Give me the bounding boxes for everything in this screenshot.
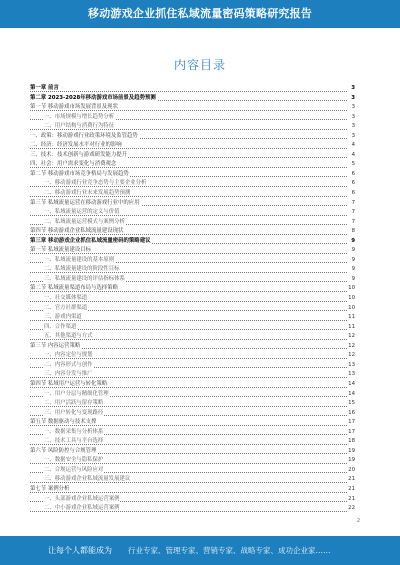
toc-entry-page: 12 bbox=[347, 342, 355, 352]
toc-entry-text: 第四节 私域用户运营与转化策略 bbox=[30, 380, 108, 387]
dot-leader bbox=[30, 492, 347, 493]
dot-leader bbox=[30, 186, 347, 187]
toc-entry[interactable] bbox=[30, 284, 355, 294]
toc-entry-text: 四、社会：用户需求变化与消费观念 bbox=[30, 161, 117, 168]
dot-leader bbox=[30, 358, 347, 359]
toc-entry-text: 第一章 前言 bbox=[30, 85, 59, 91]
toc-entry-page: 11 bbox=[347, 323, 355, 333]
toc-entry-page: 17 bbox=[347, 428, 355, 438]
toc-entry[interactable] bbox=[30, 380, 355, 390]
toc-entry-page: 17 bbox=[347, 418, 355, 428]
toc-entry[interactable] bbox=[30, 323, 355, 333]
dot-leader bbox=[30, 377, 347, 378]
toc-entry[interactable] bbox=[30, 456, 355, 466]
toc-entry-page: 15 bbox=[347, 399, 355, 409]
toc-entry-text: 二、用户活跃与留存策略 bbox=[44, 400, 104, 407]
toc-entry-page: 7 bbox=[351, 199, 355, 209]
toc-entry[interactable] bbox=[30, 218, 355, 228]
dot-leader bbox=[30, 91, 347, 92]
toc-entry-text: 第七节 案例分析 bbox=[30, 485, 70, 492]
toc-entry-text: 三、用户转化与变现路径 bbox=[44, 409, 104, 416]
toc-entry[interactable] bbox=[30, 466, 355, 476]
toc-entry-text: 三、内容分发与推广 bbox=[44, 371, 93, 378]
toc-entry[interactable] bbox=[30, 313, 355, 323]
toc-entry-page: 5 bbox=[351, 160, 355, 170]
toc-entry[interactable] bbox=[30, 304, 355, 314]
toc-entry-text: 二、中小游戏企业私域运营案例 bbox=[44, 505, 120, 512]
toc-entry-text: 第六节 风险防控与合规管理 bbox=[30, 447, 97, 454]
toc-entry-text: 一、头部游戏企业私域运营案例 bbox=[44, 495, 120, 502]
toc-entry-page: 3 bbox=[351, 103, 355, 113]
toc-entry[interactable] bbox=[30, 122, 355, 132]
toc-entry-text: 二、私域流量运营模式与案例分析 bbox=[44, 218, 125, 225]
toc-entry-page: 20 bbox=[347, 466, 355, 476]
toc-entry[interactable] bbox=[30, 84, 355, 94]
toc-entry[interactable] bbox=[30, 294, 355, 304]
table-of-contents bbox=[30, 84, 355, 514]
toc-entry[interactable] bbox=[30, 113, 355, 123]
toc-entry-page: 21 bbox=[347, 495, 355, 505]
toc-entry-page: 8 bbox=[351, 227, 355, 237]
toc-entry-page: 21 bbox=[347, 475, 355, 485]
toc-entry-text: 第一节 移动游戏市场发展背景及现状 bbox=[30, 104, 118, 111]
footer-slogan: 让每个人都能成为 bbox=[48, 546, 112, 555]
toc-entry[interactable] bbox=[30, 189, 355, 199]
toc-entry-page: 18 bbox=[347, 437, 355, 447]
toc-entry-page: 12 bbox=[347, 351, 355, 361]
dot-leader bbox=[30, 482, 347, 483]
toc-entry-page: 7 bbox=[351, 208, 355, 218]
toc-entry-text: 二、经济：经济发展水平对行业的影响 bbox=[30, 142, 122, 149]
toc-entry-page: 13 bbox=[347, 370, 355, 380]
toc-entry[interactable] bbox=[30, 199, 355, 209]
dot-leader bbox=[30, 291, 347, 292]
toc-entry[interactable] bbox=[30, 103, 355, 113]
toc-entry-page: 12 bbox=[347, 332, 355, 342]
toc-entry-text: 三、移动游戏企业私域流量发展建议 bbox=[44, 476, 131, 483]
toc-entry-page: 11 bbox=[347, 313, 355, 323]
toc-entry-text: 一、用户分层与精细化管理 bbox=[44, 390, 109, 397]
toc-entry-text: 一、数据采集与分析体系 bbox=[44, 428, 104, 435]
toc-entry-page: 10 bbox=[347, 284, 355, 294]
toc-entry-text: 二、合规运营与风险应对 bbox=[44, 466, 104, 473]
toc-entry-text: 二、私域流量建设的阶段性目标 bbox=[44, 266, 120, 273]
toc-entry-page: 14 bbox=[347, 380, 355, 390]
toc-entry-page: 14 bbox=[347, 390, 355, 400]
toc-entry-text: 一、市场规模与增长趋势分析 bbox=[44, 113, 115, 120]
toc-entry[interactable] bbox=[30, 342, 355, 352]
toc-entry[interactable] bbox=[30, 437, 355, 447]
toc-entry-text: 第三节 私域流量运营在移动游戏行业中的应用 bbox=[30, 199, 140, 206]
toc-entry-page: 4 bbox=[351, 141, 355, 151]
page-number: 2 bbox=[356, 518, 360, 524]
toc-entry-page: 13 bbox=[347, 361, 355, 371]
toc-entry-text: 二、用户结构与消费行为特征 bbox=[44, 123, 115, 130]
toc-entry[interactable] bbox=[30, 409, 355, 419]
toc-entry[interactable] bbox=[30, 265, 355, 275]
toc-entry-text: 三、游戏内渠道 bbox=[44, 314, 82, 321]
toc-entry[interactable] bbox=[30, 399, 355, 409]
dot-leader bbox=[30, 463, 347, 464]
toc-entry-text: 三、技术：技术创新与游戏研发能力提升 bbox=[30, 151, 128, 158]
dot-leader bbox=[30, 167, 347, 168]
toc-entry-page: 9 bbox=[351, 246, 355, 256]
toc-entry[interactable] bbox=[30, 256, 355, 266]
toc-entry-text: 三、私域流量建设的评估指标体系 bbox=[44, 275, 125, 282]
toc-entry-text: 第四节 移动游戏企业私域流量建设现状 bbox=[30, 228, 124, 235]
toc-entry-text: 第二节 移动游戏市场竞争格局与发展趋势 bbox=[30, 170, 129, 177]
toc-entry-page: 3 bbox=[351, 132, 355, 142]
toc-entry[interactable] bbox=[30, 141, 355, 151]
header-bar bbox=[0, 0, 400, 28]
toc-entry-text: 二、移动游戏行业未来发展趋势预测 bbox=[44, 190, 131, 197]
toc-entry-text: 一、社交媒体渠道 bbox=[44, 295, 88, 302]
footer-roles: 行业专家、管理专家、营销专家、战略专家、成功企业家…… bbox=[128, 546, 331, 555]
toc-entry-page: 9 bbox=[351, 256, 355, 266]
toc-entry-text: 一、移动游戏行业竞争态势与主要企业分析 bbox=[44, 180, 147, 187]
toc-entry[interactable] bbox=[30, 246, 355, 256]
toc-entry[interactable] bbox=[30, 390, 355, 400]
toc-entry-page: 3 bbox=[350, 94, 355, 104]
toc-entry[interactable] bbox=[30, 332, 355, 342]
toc-entry[interactable] bbox=[30, 475, 355, 485]
toc-title: 内容目录 bbox=[173, 58, 226, 72]
toc-entry-page: 3 bbox=[351, 113, 355, 123]
toc-entry-page: 19 bbox=[347, 456, 355, 466]
dot-leader bbox=[30, 329, 347, 330]
toc-entry[interactable] bbox=[30, 447, 355, 457]
toc-entry[interactable] bbox=[30, 160, 355, 170]
toc-entry-page: 9 bbox=[351, 265, 355, 275]
toc-entry-text: 一、内容定位与规划 bbox=[44, 352, 93, 359]
toc-entry-text: 二、技术工具与平台选择 bbox=[44, 438, 104, 445]
toc-entry-text: 一、私域流量运营的定义与价值 bbox=[44, 209, 120, 216]
toc-entry[interactable] bbox=[30, 208, 355, 218]
toc-entry-text: 一、私域流量建设的基本原则 bbox=[44, 256, 115, 263]
toc-entry-page: 6 bbox=[351, 179, 355, 189]
footer-bar bbox=[0, 536, 400, 565]
toc-entry[interactable] bbox=[30, 237, 355, 247]
toc-entry[interactable] bbox=[30, 495, 355, 505]
toc-entry-page: 10 bbox=[347, 304, 355, 314]
toc-entry-page: 21 bbox=[347, 485, 355, 495]
toc-entry-text: 第三节 内容运营策略 bbox=[30, 342, 81, 349]
toc-entry[interactable] bbox=[30, 370, 355, 380]
toc-entry-page: 9 bbox=[350, 237, 355, 247]
toc-entry-text: 五、其他渠道与方式 bbox=[44, 333, 93, 340]
toc-entry-page: 6 bbox=[351, 170, 355, 180]
toc-entry[interactable] bbox=[30, 227, 355, 237]
report-title: 移动游戏企业抓住私域流量密码策略研究报告 bbox=[88, 7, 312, 20]
toc-entry-page: 10 bbox=[347, 294, 355, 304]
toc-entry[interactable] bbox=[30, 428, 355, 438]
toc-entry-text: 四、合作渠道 bbox=[44, 323, 77, 330]
toc-entry[interactable] bbox=[30, 170, 355, 180]
toc-entry-text: 第一节 私域流量建设目标 bbox=[30, 247, 92, 254]
toc-entry[interactable] bbox=[30, 94, 355, 104]
toc-entry-text: 第三章 移动游戏企业抓住私域流量密码的策略建议 bbox=[30, 237, 151, 244]
toc-entry-text: 第五节 数据驱动与技术支撑 bbox=[30, 419, 97, 426]
toc-entry-text: 二、官方社群渠道 bbox=[44, 304, 88, 311]
toc-entry[interactable] bbox=[30, 179, 355, 189]
toc-entry-page: 4 bbox=[351, 151, 355, 161]
toc-entry-page: 16 bbox=[347, 409, 355, 419]
toc-entry[interactable] bbox=[30, 361, 355, 371]
toc-entry-page: 22 bbox=[347, 504, 355, 514]
toc-entry-page: 3 bbox=[351, 122, 355, 132]
toc-entry[interactable] bbox=[30, 275, 355, 285]
toc-entry[interactable] bbox=[30, 151, 355, 161]
toc-entry[interactable] bbox=[30, 485, 355, 495]
toc-entry-page: 3 bbox=[350, 84, 355, 94]
toc-entry[interactable] bbox=[30, 132, 355, 142]
toc-entry-page: 9 bbox=[351, 275, 355, 285]
toc-entry-text: 一、政策：移动游戏行业政策环境及监管趋势 bbox=[30, 132, 138, 139]
toc-entry[interactable] bbox=[30, 351, 355, 361]
toc-entry-text: 一、数据安全与隐私保护 bbox=[44, 457, 104, 464]
toc-entry[interactable] bbox=[30, 504, 355, 514]
toc-entry-text: 第二章 2023-2028年移动游戏市场前景及趋势预测 bbox=[30, 94, 156, 101]
toc-entry-text: 第二节 私域流量渠道布局与选择策略 bbox=[30, 285, 118, 292]
toc-entry-page: 7 bbox=[351, 218, 355, 228]
toc-entry-text: 二、内容形式与创作 bbox=[44, 361, 93, 368]
toc-entry-page: 6 bbox=[351, 189, 355, 199]
toc-entry-page: 19 bbox=[347, 447, 355, 457]
toc-entry[interactable] bbox=[30, 418, 355, 428]
dot-leader bbox=[30, 272, 347, 273]
